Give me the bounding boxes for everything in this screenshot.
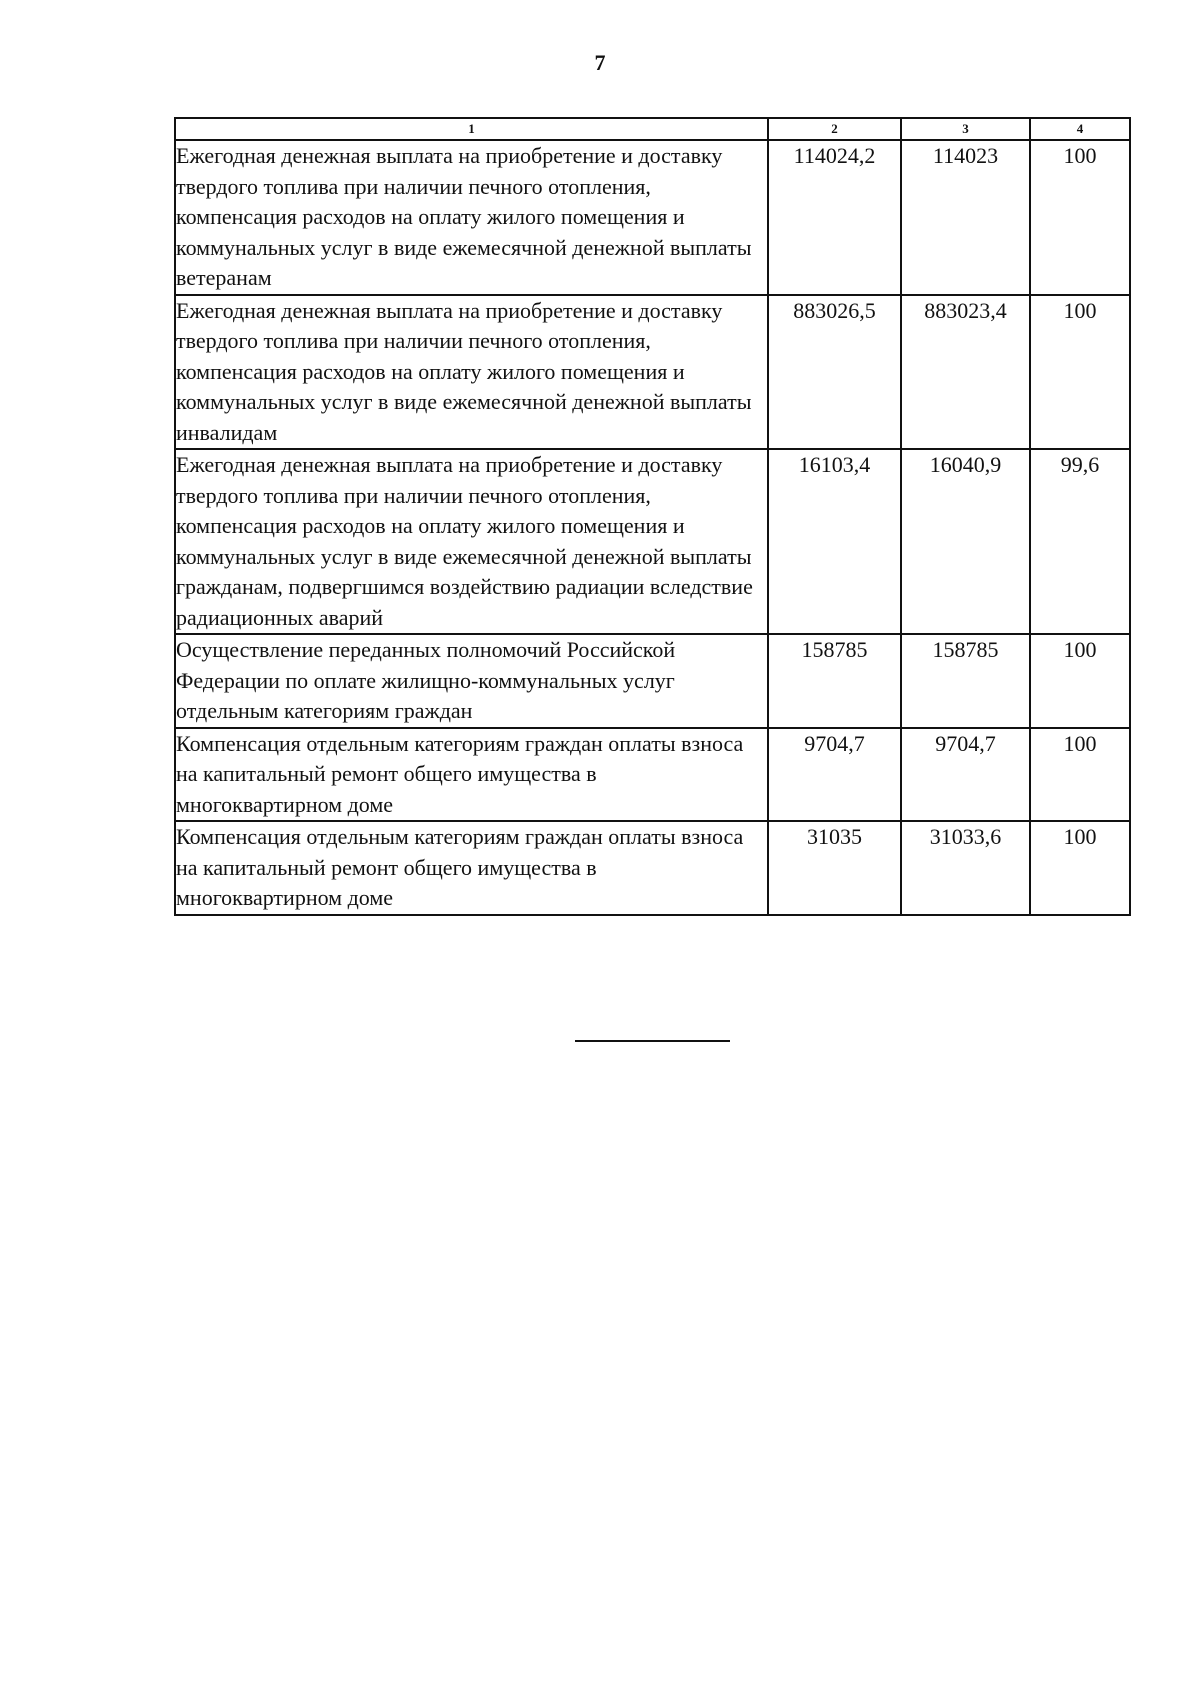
header-col-2: 2 bbox=[768, 118, 901, 140]
row-col-2: 9704,7 bbox=[768, 728, 901, 822]
end-of-document-rule bbox=[575, 1040, 730, 1042]
row-description: Ежегодная денежная выплата на приобретение и доставку твердого топлива при наличии печного отопления, компенсация расходов на оплату жилого помещения и коммунальных услуг в виде ежемесячной денежной выплаты инвалидам bbox=[175, 295, 768, 450]
row-col-4: 100 bbox=[1030, 295, 1130, 450]
table-row bbox=[175, 295, 1130, 450]
table-body bbox=[175, 140, 1130, 915]
row-col-2: 114024,2 bbox=[768, 140, 901, 295]
row-col-3: 158785 bbox=[901, 634, 1030, 728]
row-description: Компенсация отдельным категориям граждан оплаты взноса на капитальный ремонт общего имущества в многоквартирном доме bbox=[175, 821, 768, 915]
row-col-2: 16103,4 bbox=[768, 449, 901, 634]
row-col-4: 100 bbox=[1030, 821, 1130, 915]
row-col-3: 883023,4 bbox=[901, 295, 1030, 450]
row-col-3: 9704,7 bbox=[901, 728, 1030, 822]
header-col-4: 4 bbox=[1030, 118, 1130, 140]
row-col-4: 99,6 bbox=[1030, 449, 1130, 634]
row-col-2: 883026,5 bbox=[768, 295, 901, 450]
header-row bbox=[175, 118, 1130, 140]
header-col-1: 1 bbox=[175, 118, 768, 140]
report-table bbox=[174, 117, 1131, 916]
row-col-3: 16040,9 bbox=[901, 449, 1030, 634]
row-col-3: 31033,6 bbox=[901, 821, 1030, 915]
table-row bbox=[175, 728, 1130, 822]
row-description: Ежегодная денежная выплата на приобретение и доставку твердого топлива при наличии печного отопления, компенсация расходов на оплату жилого помещения и коммунальных услуг в виде ежемесячной денежной выплаты гражданам, подвергшимся воздействию радиации вследствие радиационных аварий bbox=[175, 449, 768, 634]
row-description: Ежегодная денежная выплата на приобретение и доставку твердого топлива при наличии печного отопления, компенсация расходов на оплату жилого помещения и коммунальных услуг в виде ежемесячной денежной выплаты ветеранам bbox=[175, 140, 768, 295]
table-row bbox=[175, 634, 1130, 728]
row-col-2: 158785 bbox=[768, 634, 901, 728]
row-col-4: 100 bbox=[1030, 634, 1130, 728]
table-header bbox=[175, 118, 1130, 140]
table-row bbox=[175, 821, 1130, 915]
table-row bbox=[175, 449, 1130, 634]
table-row bbox=[175, 140, 1130, 295]
row-col-4: 100 bbox=[1030, 728, 1130, 822]
row-col-2: 31035 bbox=[768, 821, 901, 915]
row-description: Компенсация отдельным категориям граждан оплаты взноса на капитальный ремонт общего имущества в многоквартирном доме bbox=[175, 728, 768, 822]
page-number: 7 bbox=[594, 50, 606, 75]
row-col-3: 114023 bbox=[901, 140, 1030, 295]
header-col-3: 3 bbox=[901, 118, 1030, 140]
row-col-4: 100 bbox=[1030, 140, 1130, 295]
row-description: Осуществление переданных полномочий Российской Федерации по оплате жилищно-коммунальных услуг отдельным категориям граждан bbox=[175, 634, 768, 728]
